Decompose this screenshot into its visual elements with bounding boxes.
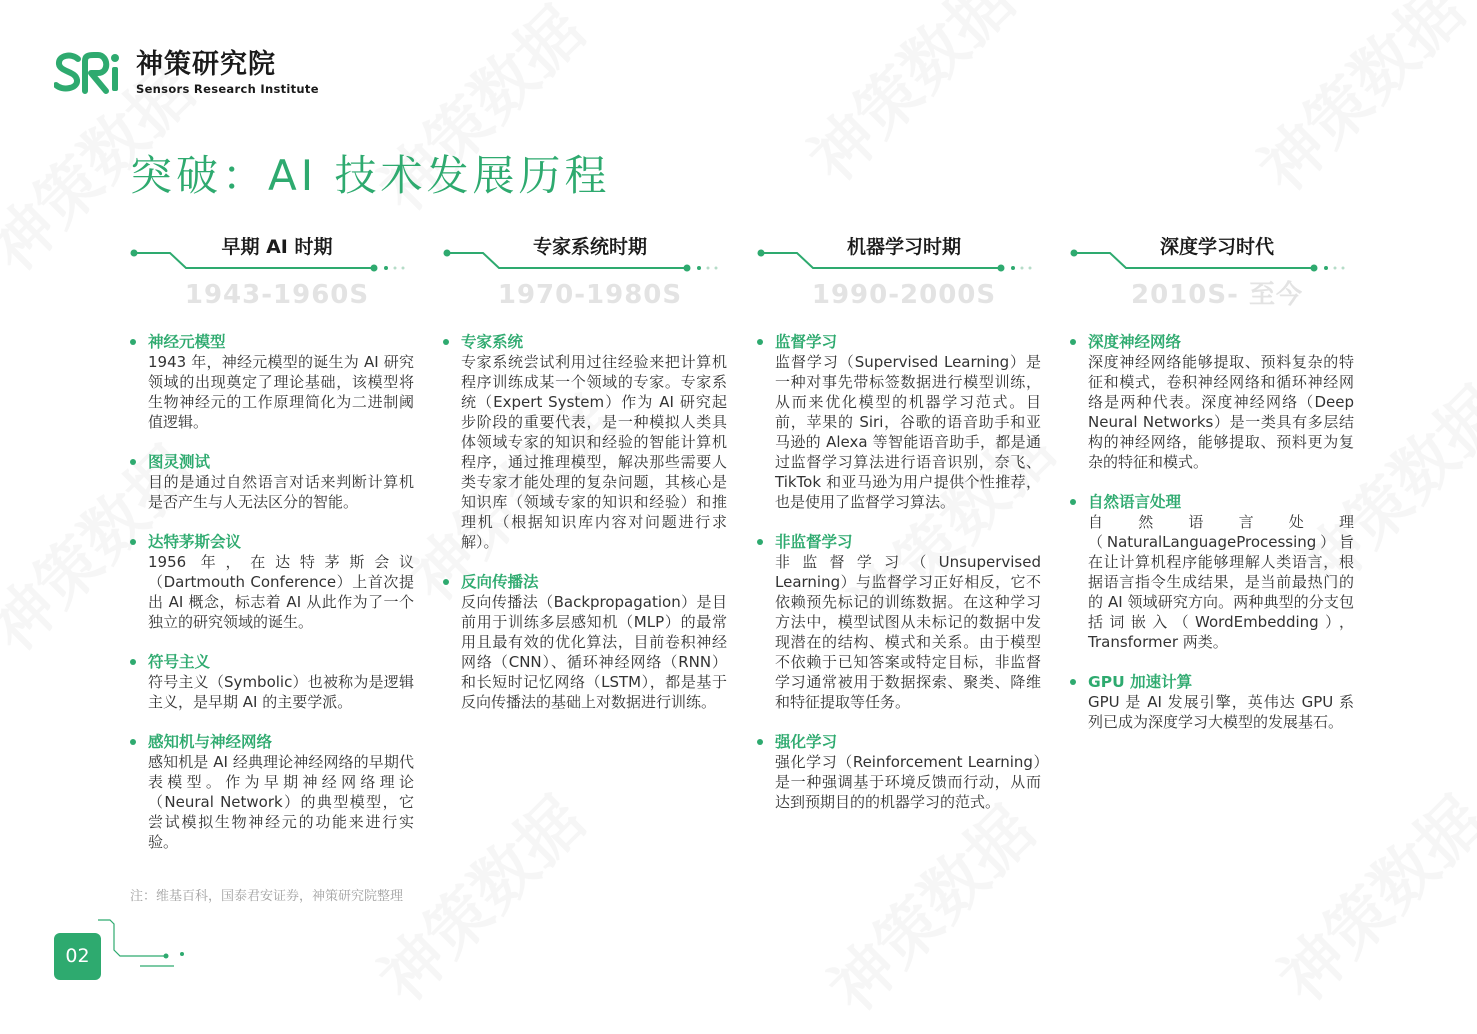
bullet-icon	[1070, 339, 1076, 345]
item-body: 1943 年，神经元模型的诞生为 AI 研究领域的出现奠定了理论基础，该模型将生物神经元的工作原理简化为二进制阈值逻辑。	[148, 353, 414, 431]
bullet-icon	[130, 739, 136, 745]
bullet-icon	[443, 579, 449, 585]
column-era: 1970-1980S	[497, 280, 683, 310]
timeline-column-expert-systems	[443, 232, 727, 711]
item-title: 深度神经网络	[1088, 333, 1182, 351]
item-title: 图灵测试	[148, 453, 211, 471]
item-body: 专家系统尝试利用过往经验来把计算机程序训练成某一个领域的专家。专家系统（Expert System）作为 AI 研究起步阶段的重要代表，是一种模拟人类具体领域专家的知识和经验的智能计算机程序，通过推理模型，解决那些需要人类专家才能处理的复杂问题，其核心是知识库（领域专家的知识和经验）和推理机（根据知识库内容对问题进行求解）。	[461, 353, 727, 551]
list-item	[757, 532, 1041, 712]
column-era: 1990-2000S	[811, 280, 997, 310]
bullet-icon	[130, 459, 136, 465]
item-title: 自然语言处理	[1088, 493, 1182, 511]
column-title: 机器学习时期	[846, 236, 961, 258]
brand-name-en: Sensors Research Institute	[136, 82, 319, 96]
item-title: 非监督学习	[775, 533, 853, 551]
list-item	[1070, 332, 1354, 472]
column-era: 1943-1960S	[184, 280, 370, 310]
column-era: 2010S- 至今	[1131, 280, 1303, 310]
list-item	[757, 332, 1041, 512]
item-body: 反向传播法（Backpropagation）是目前用于训练多层感知机（MLP）的最常用且最有效的优化算法，目前卷积神经网络（CNN）、循环神经网络（RNN）和长短时记忆网络（LSTM），都是基于反向传播法的基础上对数据进行训练。	[461, 593, 727, 711]
list-item	[130, 532, 414, 632]
item-title: 达特茅斯会议	[148, 533, 242, 551]
item-body: 深度神经网络能够提取、预料复杂的特征和模式，卷积神经网络和循环神经网络是两种代表。深度神经网络（Deep Neural Networks）是一类具有多层结构的神经网络，能够提取、预料更为复杂的特征和模式。	[1088, 353, 1354, 471]
timeline-column-deep-learning	[1070, 232, 1354, 731]
bullet-icon	[1070, 679, 1076, 685]
sri-logo-icon	[54, 51, 124, 95]
watermark-text	[1255, 773, 1477, 1019]
column-title: 早期 AI 时期	[221, 236, 333, 258]
item-body: 监督学习（Supervised Learning）是一种对事先带标签数据进行模型训练，从而来优化模型的机器学习范式。目前，苹果的 Siri，谷歌的语音助手和亚马逊的 Alexa 等智能语音助手，都是通过监督学习算法进行语音识别，奈飞、TikTok 和亚马逊为用户提供个性推荐，也是使用了监督学习算法。	[775, 353, 1041, 511]
bullet-icon	[757, 739, 763, 745]
item-body: 自然语言处理（NaturalLanguageProcessing）旨在让计算机程序能够理解人类语言，根据语言指令生成结果，是当前最热门的的 AI 领域研究方向。两种典型的分支包括词嵌入（WordEmbedding），Transformer 两类。	[1088, 513, 1354, 651]
list-item	[130, 452, 414, 512]
brand-logo	[54, 50, 319, 96]
list-item	[130, 332, 414, 432]
column-title: 专家系统时期	[532, 236, 647, 258]
timeline-column-machine-learning	[757, 232, 1041, 811]
decorative-lines-icon	[96, 918, 196, 978]
list-item	[757, 732, 1041, 812]
watermark-text	[1235, 0, 1477, 209]
list-item	[130, 732, 414, 852]
bullet-icon	[443, 339, 449, 345]
timeline-column-early-ai	[130, 232, 414, 851]
item-title: 感知机与神经网络	[148, 733, 273, 751]
item-body: GPU 是 AI 发展引擎，英伟达 GPU 系列已成为深度学习大模型的发展基石。	[1088, 693, 1354, 731]
item-title: 反向传播法	[461, 573, 539, 591]
item-body: 符号主义（Symbolic）也被称为是逻辑主义，是早期 AI 的主要学派。	[148, 673, 414, 711]
bullet-icon	[130, 659, 136, 665]
item-body: 感知机是 AI 经典理论神经网络的早期代表模型。作为早期神经网络理论（Neural Network）的典型模型，它尝试模拟生物神经元的功能来进行实验。	[148, 753, 414, 851]
list-item	[130, 652, 414, 712]
page-number-badge: 02	[54, 933, 101, 980]
column-title: 深度学习时代	[1159, 236, 1274, 258]
item-title: 专家系统	[461, 333, 524, 351]
source-note: 注：维基百科，国泰君安证券，神策研究院整理	[130, 889, 404, 904]
item-title: 监督学习	[775, 333, 838, 351]
watermark-text	[785, 0, 1031, 199]
list-item	[443, 572, 727, 712]
bullet-icon	[757, 539, 763, 545]
list-item	[443, 332, 727, 552]
item-body: 1956 年，在达特茅斯会议（Dartmouth Conference）上首次提出 AI 概念，标志着 AI 从此作为了一个独立的研究领域的诞生。	[148, 553, 414, 631]
item-title: 强化学习	[775, 733, 838, 751]
brand-name-cn: 神策研究院	[136, 49, 276, 80]
item-body: 目的是通过自然语言对话来判断计算机是否产生与人无法区分的智能。	[148, 473, 414, 511]
bullet-icon	[757, 339, 763, 345]
page-title: 突破：AI 技术发展历程	[130, 151, 611, 200]
list-item	[1070, 672, 1354, 732]
item-body: 非监督学习（Unsupervised Learning）与监督学习正好相反，它不依赖预先标记的训练数据。在这种学习方法中，模型试图从未标记的数据中发现潜在的结构、模式和关系。由于模型不依赖于已知答案或特定目标，非监督学习通常被用于数据探索、聚类、降维和特征提取等任务。	[775, 553, 1041, 711]
bullet-icon	[130, 339, 136, 345]
item-title: GPU 加速计算	[1088, 673, 1193, 691]
item-title: 神经元模型	[148, 333, 226, 351]
bullet-icon	[1070, 499, 1076, 505]
list-item	[1070, 492, 1354, 652]
bullet-icon	[130, 539, 136, 545]
item-body: 强化学习（Reinforcement Learning）是一种强调基于环境反馈而行动，从而达到预期目的的机器学习的范式。	[775, 753, 1041, 811]
item-title: 符号主义	[148, 653, 211, 671]
